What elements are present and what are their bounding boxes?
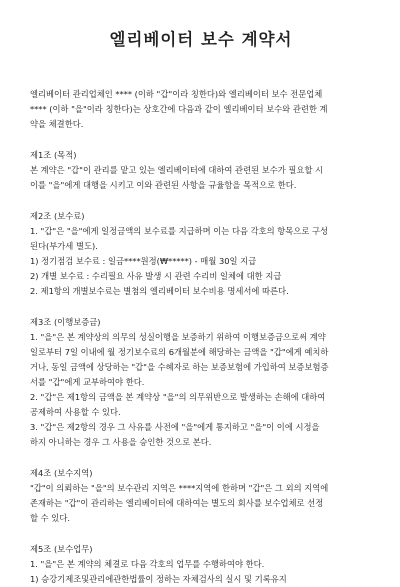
- article-line: 2. "갑"은 제1항의 금액을 본 계약상 "을"의 의무위반으로 발생하는 손해에 대하여: [30, 392, 326, 402]
- article-line: 거나, 동일 금액에 상당하는 "갑"을 수혜자로 하는 보증보험에 가입하여 보증보험증: [30, 362, 329, 372]
- article-heading: 제3조 (이행보증금): [30, 317, 101, 327]
- intro-paragraph: [30, 87, 372, 132]
- article-heading: 제2조 (보수료): [30, 211, 85, 221]
- article-line: 본 계약은 "갑"이 관리를 맡고 있는 엘리베이터에 대하여 관련된 보수가 필요할 시: [30, 165, 324, 175]
- article-line: 1) 승강기제조및관리에관한법률이 정하는 자체검사의 실시 및 기록유지: [30, 574, 287, 584]
- article-1: [30, 148, 372, 193]
- article-4: [30, 466, 372, 526]
- article-line: 일로부터 7일 이내에 월 정기보수료의 6개월분에 해당하는 금액을 "갑"에게 예치하: [30, 347, 329, 357]
- article-line: 2) 개별 보수료 : 수리필요 사유 발생 시 관련 수리비 일체에 대한 지급: [30, 271, 282, 281]
- article-3: [30, 315, 372, 450]
- article-heading: 제4조 (보수지역): [30, 468, 93, 478]
- article-heading: 제1조 (목적): [30, 150, 77, 160]
- article-line: 공제하여 사용할 수 있다.: [30, 407, 121, 417]
- article-line: 1. "을"은 본 계약의 체결로 다음 각호의 업무를 수행하여야 한다.: [30, 559, 265, 569]
- article-heading: 제5조 (보수업무): [30, 544, 93, 554]
- intro-line: **** (이하 "을"이라 칭한다)는 상호간에 다음과 같이 엘리베이터 보수와 관련한 계: [30, 104, 328, 114]
- article-line: 할 수 있다.: [30, 513, 70, 523]
- intro-line: 엘리베이터 관리업체인 **** (이하 "갑"이라 칭한다)와 엘리베이터 보수 전문업체: [30, 89, 323, 99]
- article-line: 1. "갑"은 "을"에게 일정금액의 보수료를 지급하며 이는 다음 각호의 항목으로 구성: [30, 226, 329, 236]
- article-line: 2. 제1항의 개별보수료는 별첨의 엘리베이터 보수비용 명세서에 따른다.: [30, 286, 289, 296]
- article-line: 서를 "갑"에게 교부하여야 한다.: [30, 377, 145, 387]
- article-line: 1. "을"은 본 계약상의 의무의 성실이행을 보증하기 위하여 이행보증금으로써 계약: [30, 332, 326, 342]
- article-line: 하지 아니하는 경우 그 사용을 승인한 것으로 본다.: [30, 437, 212, 447]
- article-line: 이를 "을"에게 대행을 시키고 이와 관련된 사항을 규율함을 목적으로 한다.: [30, 180, 297, 190]
- article-line: 된다(부가세 별도).: [30, 241, 98, 251]
- article-2: [30, 209, 372, 299]
- article-line: 3. "갑"은 제2항의 경우 그 사유를 사전에 "을"에게 통지하고 "을"이 이에 시정을: [30, 422, 320, 432]
- article-line: 존재하는 "갑"이 관리하는 엘리베이터에 대하여는 별도의 회사를 보수업체로 선정: [30, 498, 324, 508]
- article-line: "갑"이 의뢰하는 "을"의 보수관리 지역은 ****지역에 한하며 "갑"은 그 외의 지역에: [30, 483, 329, 493]
- document-title: 엘리베이터 보수 계약서: [109, 30, 293, 49]
- intro-line: 약을 체결한다.: [30, 119, 84, 129]
- article-line: 1) 정기점검 보수료 : 일금****원정(₩*****) - 매월 30일 지급: [30, 256, 257, 266]
